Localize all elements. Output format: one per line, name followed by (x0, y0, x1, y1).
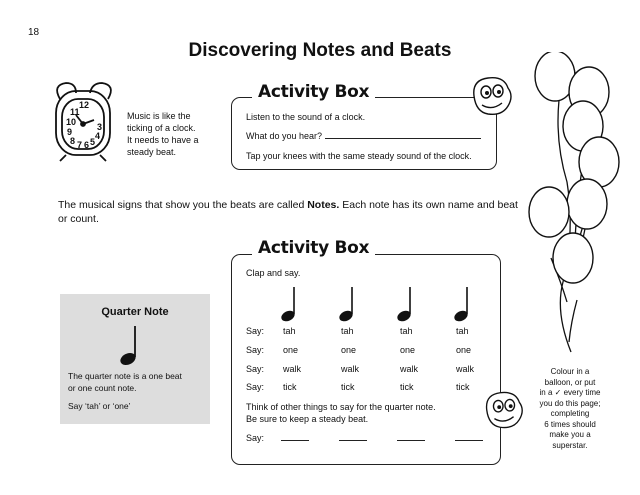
clock-caption (127, 110, 227, 158)
quarter-notes-row (280, 284, 480, 324)
say-label: Say: (246, 345, 265, 355)
answer-line[interactable] (325, 138, 481, 139)
say-word: walk (341, 364, 360, 374)
page-number: 18 (28, 27, 40, 38)
activity1-line-3: Tap your knees with the same steady sound of the clock. (246, 151, 472, 161)
activity1-line-1: Listen to the sound of a clock. (246, 112, 366, 122)
answer-blank[interactable] (455, 440, 483, 441)
side-note-line: you do this page; (539, 398, 601, 408)
page-title: Discovering Notes and Beats (188, 40, 452, 61)
quarter-note-desc-line: or one count note. (68, 383, 137, 393)
side-note-line: make you a (549, 430, 591, 439)
activity1-question: What do you hear? (246, 131, 323, 141)
intro-paragraph (58, 198, 518, 226)
intro-text: The musical signs that show you the beats are called (58, 199, 308, 211)
answer-blank[interactable] (281, 440, 309, 441)
quarter-note-title: Quarter Note (101, 306, 169, 318)
clock-caption-line: It needs to have a (127, 135, 199, 145)
say-word: tah (283, 326, 296, 336)
say-word: one (283, 345, 299, 355)
side-note-line: 6 times should (544, 419, 596, 429)
side-note-line: in a ✓ every time (539, 388, 601, 397)
intro-text-end: Each note has its own name and beat or count. (58, 199, 518, 225)
think-line-2: Be sure to keep a steady beat. (246, 414, 369, 424)
activity-box-1-title: Activity Box (252, 82, 375, 102)
quarter-note-desc-line: The quarter note is a one beat (68, 371, 182, 381)
activity1-line-2 (246, 130, 481, 142)
side-note-line: superstar. (552, 440, 588, 450)
answer-blank[interactable] (397, 440, 425, 441)
quarter-note-say: Say ‘tah’ or ‘one’ (68, 401, 131, 411)
say-word: one (456, 345, 472, 355)
say-word: tah (456, 326, 469, 336)
balloon-instructions (528, 367, 612, 451)
svg-text:10: 10 (66, 117, 77, 127)
quarter-note-icon (396, 287, 413, 323)
clock-caption-line: Music is like the (127, 111, 191, 121)
alarm-clock-illustration (46, 77, 126, 162)
quarter-note-icon (453, 287, 470, 323)
svg-text:6: 6 (84, 140, 90, 150)
say-label: Say: (246, 326, 265, 336)
say-word: one (400, 345, 416, 355)
say-word: tah (400, 326, 413, 336)
balloon-icon (553, 233, 593, 283)
say-word: tick (341, 382, 355, 392)
svg-text:12: 12 (79, 100, 90, 110)
say-word: tick (400, 382, 414, 392)
quarter-note-box (60, 294, 210, 424)
say-word: walk (456, 364, 475, 374)
balloon-icon (529, 187, 569, 237)
quarter-note-icon (280, 287, 296, 323)
say-word: tah (341, 326, 354, 336)
clock-caption-line: steady beat. (127, 147, 177, 157)
svg-text:9: 9 (67, 127, 73, 137)
say-label: Say: (246, 382, 265, 392)
think-line-1: Think of other things to say for the quarter note. (246, 402, 436, 412)
side-note-line: Colour in a (550, 367, 590, 376)
svg-text:5: 5 (90, 137, 96, 147)
activity2-instruction: Clap and say. (246, 268, 301, 278)
say-word: one (341, 345, 357, 355)
svg-text:11: 11 (70, 107, 80, 117)
say-word: walk (283, 364, 302, 374)
say-word: tick (456, 382, 470, 392)
balloon-icon (567, 179, 607, 229)
say-word: walk (400, 364, 419, 374)
say-label: Say: (246, 433, 265, 443)
quarter-note-description (68, 370, 182, 394)
side-note-line: balloon, or put (544, 377, 596, 387)
dinosaur-face-icon (481, 388, 527, 432)
svg-text:8: 8 (70, 136, 76, 146)
quarter-note-icon (118, 324, 144, 366)
svg-text:3: 3 (97, 122, 103, 132)
svg-text:7: 7 (77, 140, 83, 150)
quarter-note-icon (338, 287, 355, 323)
activity-box-2-title: Activity Box (252, 238, 375, 258)
svg-text:4: 4 (95, 131, 101, 141)
balloons-illustration (515, 52, 625, 362)
clock-caption-line: ticking of a clock. (127, 123, 196, 133)
say-word: tick (283, 382, 297, 392)
intro-bold-notes: Notes. (307, 199, 340, 211)
dinosaur-face-icon (468, 74, 516, 118)
answer-blank[interactable] (339, 440, 367, 441)
say-label: Say: (246, 364, 265, 374)
side-note-line: completing (550, 409, 590, 418)
